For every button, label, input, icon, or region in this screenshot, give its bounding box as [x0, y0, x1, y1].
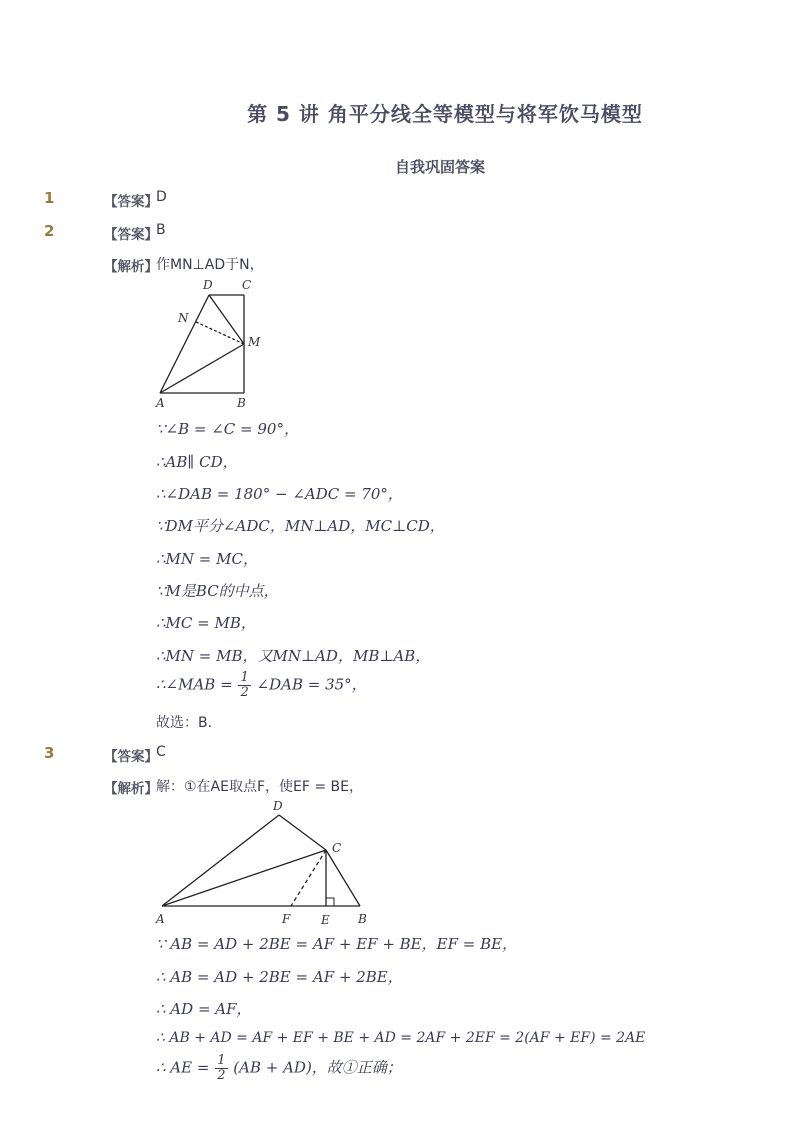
question-2-analysis-tag: 【解析】 [104, 259, 158, 275]
question-2-number: 2 [44, 222, 55, 240]
question-2-step-8: ∴MN = MB，又MN⊥AD，MB⊥AB， [156, 647, 431, 665]
label-B: B [358, 912, 367, 926]
question-2-step-1: ∵∠B = ∠C = 90°， [156, 420, 299, 438]
step-5-prefix: ∴ AE = [156, 1058, 210, 1077]
segment-AC [162, 850, 326, 906]
label-E: E [321, 913, 330, 927]
fraction-numerator: 1 [217, 1053, 226, 1068]
page-title: 第 5 讲 角平分线全等模型与将军饮马模型 [247, 102, 643, 126]
label-N: N [178, 311, 189, 325]
question-2-figure [150, 276, 270, 412]
question-2-answer: B [156, 222, 166, 238]
fraction-denominator: 2 [217, 1068, 226, 1083]
label-M: M [248, 335, 261, 349]
fraction-half [238, 671, 250, 700]
label-A: A [156, 912, 165, 926]
label-C: C [242, 278, 252, 292]
label-F: F [282, 912, 291, 926]
question-2-step-4: ∵DM平分∠ADC，MN⊥AD，MC⊥CD， [156, 517, 445, 535]
step-9-suffix: ∠DAB = 35°， [256, 675, 367, 694]
section-subtitle: 自我巩固答案 [394, 158, 485, 176]
label-A: A [156, 396, 165, 410]
question-3-number: 3 [44, 744, 55, 762]
label-D: D [273, 799, 283, 813]
question-2-step-5: ∴MN = MC， [156, 550, 258, 568]
segment-CF [291, 850, 326, 906]
fraction-denominator: 2 [240, 685, 249, 700]
question-3-step-2: ∴ AB = AD + 2BE = AF + 2BE， [156, 968, 403, 986]
label-B: B [237, 396, 246, 410]
question-3-step-5 [156, 1054, 402, 1083]
segment-AD [162, 815, 279, 906]
question-1-number: 1 [44, 189, 55, 207]
label-D: D [203, 278, 213, 292]
question-2-answer-tag: 【答案】 [104, 227, 158, 243]
question-3-step-4: ∴ AB + AD = AF + EF + BE + AD = 2AF + 2EF = 2(AF + EF) = 2AE [156, 1030, 646, 1046]
segment-DM [209, 295, 244, 344]
question-2-conclusion: 故选：B. [156, 715, 213, 731]
question-3-analysis-tag: 【解析】 [104, 781, 158, 797]
question-2-analysis-intro: 作MN⊥AD于N， [156, 257, 264, 273]
question-2-step-3: ∴∠DAB = 180° − ∠ADC = 70°， [156, 485, 403, 503]
question-1-answer-tag: 【答案】 [104, 194, 158, 210]
question-3-step-3: ∴ AD = AF， [156, 1000, 252, 1018]
question-3-answer: C [156, 744, 166, 760]
question-3-analysis-intro: 解：①在AE取点F，使EF = BE， [156, 779, 364, 795]
question-2-step-2: ∴AB∥ CD， [156, 453, 238, 471]
step-5-suffix: (AB + AD)，故①正确； [233, 1058, 402, 1077]
segment-DC [279, 815, 326, 850]
question-2-step-7: ∴MC = MB， [156, 614, 256, 632]
question-2-step-6: ∵M是BC的中点， [156, 582, 279, 600]
question-3-step-1: ∵ AB = AD + 2BE = AF + EF + BE，EF = BE， [156, 935, 518, 953]
question-3-answer-tag: 【答案】 [104, 749, 158, 765]
fraction-half [215, 1054, 227, 1083]
question-3-figure [150, 798, 380, 930]
right-angle-mark [326, 898, 334, 906]
fraction-numerator: 1 [240, 670, 249, 685]
step-9-prefix: ∴∠MAB = [156, 675, 233, 694]
question-1-answer: D [156, 189, 167, 205]
question-2-step-9 [156, 671, 367, 700]
label-C: C [332, 841, 342, 855]
